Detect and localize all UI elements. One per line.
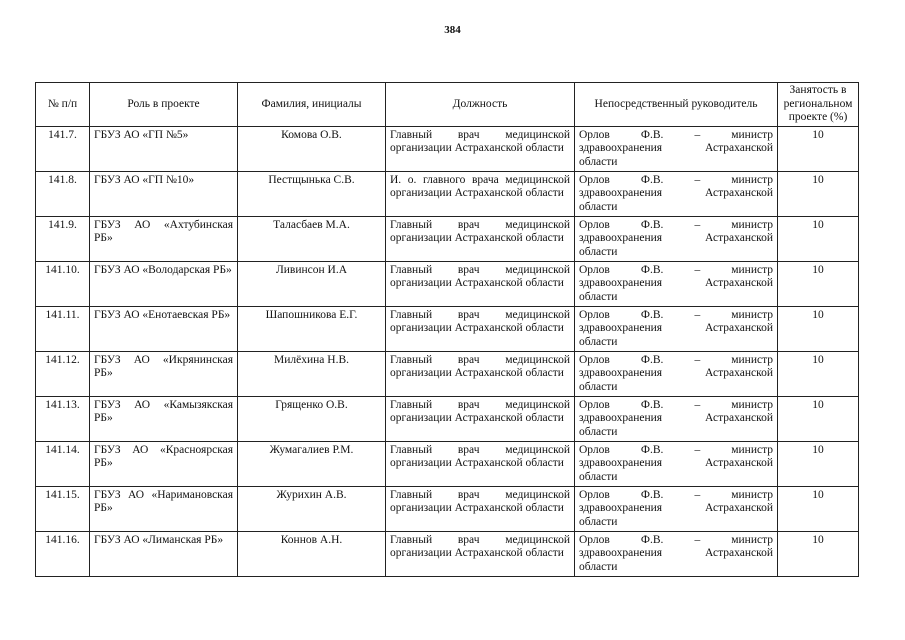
manager-line-3: области: [579, 290, 618, 303]
manager-line-3: области: [579, 200, 618, 213]
manager-line-2: [579, 412, 773, 426]
manager-ministry: здравоохранения: [579, 412, 663, 424]
manager-line-1: [579, 309, 773, 323]
row-number: 141.9.: [36, 216, 90, 261]
row-number: 141.10.: [36, 261, 90, 306]
header-role: Роль в проекте: [90, 83, 238, 127]
manager-initials: Ф.В.: [640, 218, 664, 231]
manager-line-3: области: [579, 380, 618, 393]
row-number: 141.11.: [36, 306, 90, 351]
row-number: 141.8.: [36, 171, 90, 216]
row-name: Жумагалиев Р.М.: [238, 441, 386, 486]
row-number: 141.14.: [36, 441, 90, 486]
manager-line-3: области: [579, 425, 618, 438]
manager-line-1: [579, 174, 773, 188]
manager-region: Астраханской: [704, 457, 773, 469]
manager-region: Астраханской: [704, 322, 773, 334]
manager-surname: Орлов: [579, 533, 610, 546]
manager-region: Астраханской: [704, 277, 773, 289]
manager-line-3: области: [579, 335, 618, 348]
staff-table: [35, 82, 859, 577]
header-name: Фамилия, инициалы: [238, 83, 386, 127]
manager-ministry: здравоохранения: [579, 502, 663, 514]
row-name: Пестщынька С.В.: [238, 171, 386, 216]
manager-line-1: [579, 264, 773, 278]
row-name: Шапошникова Е.Г.: [238, 306, 386, 351]
manager-title: министр: [731, 173, 773, 186]
row-position: Главный врач медицинской организации Астраханской области: [386, 261, 575, 306]
manager-title: министр: [731, 443, 773, 456]
manager-title: министр: [731, 128, 773, 141]
row-role: ГБУЗ АО «Лиманская РБ»: [90, 531, 238, 576]
row-role: ГБУЗ АО «Енотаевская РБ»: [90, 306, 238, 351]
table-row: [36, 216, 859, 261]
row-employment: 10: [778, 441, 859, 486]
manager-initials: Ф.В.: [640, 353, 664, 366]
manager-initials: Ф.В.: [640, 308, 664, 321]
manager-dash: –: [694, 533, 701, 546]
header-position: Должность: [386, 83, 575, 127]
row-number: 141.15.: [36, 486, 90, 531]
manager-initials: Ф.В.: [640, 398, 664, 411]
row-name: Коннов А.Н.: [238, 531, 386, 576]
row-manager: [575, 351, 778, 396]
table-row: [36, 126, 859, 171]
manager-ministry: здравоохранения: [579, 277, 663, 289]
row-role: ГБУЗ АО «Камызякская РБ»: [90, 396, 238, 441]
manager-region: Астраханской: [704, 187, 773, 199]
manager-dash: –: [694, 353, 701, 366]
manager-line-1: [579, 444, 773, 458]
manager-dash: –: [694, 488, 701, 501]
row-employment: 10: [778, 306, 859, 351]
row-role: ГБУЗ АО «Наримановская РБ»: [90, 486, 238, 531]
manager-title: министр: [731, 488, 773, 501]
manager-surname: Орлов: [579, 128, 610, 141]
manager-initials: Ф.В.: [640, 488, 664, 501]
manager-line-1: [579, 219, 773, 233]
row-name: Таласбаев М.А.: [238, 216, 386, 261]
row-employment: 10: [778, 126, 859, 171]
manager-line-1: [579, 489, 773, 503]
row-name: Грященко О.В.: [238, 396, 386, 441]
manager-initials: Ф.В.: [640, 263, 664, 276]
manager-region: Астраханской: [704, 142, 773, 154]
table-row: [36, 396, 859, 441]
manager-ministry: здравоохранения: [579, 457, 663, 469]
manager-line-2: [579, 277, 773, 291]
manager-dash: –: [694, 173, 701, 186]
manager-title: министр: [731, 308, 773, 321]
row-manager: [575, 396, 778, 441]
row-role: ГБУЗ АО «ГП №10»: [90, 171, 238, 216]
row-manager: [575, 306, 778, 351]
manager-surname: Орлов: [579, 488, 610, 501]
manager-line-2: [579, 322, 773, 336]
manager-title: министр: [731, 353, 773, 366]
row-name: Комова О.В.: [238, 126, 386, 171]
manager-line-1: [579, 534, 773, 548]
manager-region: Астраханской: [704, 367, 773, 379]
header-num: № п/п: [36, 83, 90, 127]
row-manager: [575, 486, 778, 531]
manager-region: Астраханской: [704, 232, 773, 244]
row-employment: 10: [778, 216, 859, 261]
header-employment: Занятость в региональном проекте (%): [778, 83, 859, 127]
manager-title: министр: [731, 533, 773, 546]
row-manager: [575, 171, 778, 216]
row-position: Главный врач медицинской организации Астраханской области: [386, 441, 575, 486]
manager-dash: –: [694, 128, 701, 141]
manager-line-3: области: [579, 515, 618, 528]
manager-region: Астраханской: [704, 502, 773, 514]
row-position: Главный врач медицинской организации Астраханской области: [386, 216, 575, 261]
row-role: ГБУЗ АО «Икрянинская РБ»: [90, 351, 238, 396]
row-name: Журихин А.В.: [238, 486, 386, 531]
row-employment: 10: [778, 171, 859, 216]
row-employment: 10: [778, 261, 859, 306]
manager-initials: Ф.В.: [640, 128, 664, 141]
manager-title: министр: [731, 263, 773, 276]
row-position: И. о. главного врача медицинской организации Астраханской области: [386, 171, 575, 216]
manager-surname: Орлов: [579, 353, 610, 366]
row-position: Главный врач медицинской организации Астраханской области: [386, 351, 575, 396]
row-role: ГБУЗ АО «Красноярская РБ»: [90, 441, 238, 486]
manager-line-3: области: [579, 245, 618, 258]
row-position: Главный врач медицинской организации Астраханской области: [386, 306, 575, 351]
manager-ministry: здравоохранения: [579, 142, 663, 154]
row-number: 141.13.: [36, 396, 90, 441]
manager-initials: Ф.В.: [640, 173, 664, 186]
row-employment: 10: [778, 486, 859, 531]
row-number: 141.12.: [36, 351, 90, 396]
table-row: [36, 171, 859, 216]
manager-line-3: области: [579, 560, 618, 573]
manager-ministry: здравоохранения: [579, 547, 663, 559]
row-position: Главный врач медицинской организации Астраханской области: [386, 531, 575, 576]
manager-ministry: здравоохранения: [579, 187, 663, 199]
row-manager: [575, 531, 778, 576]
row-position: Главный врач медицинской организации Астраханской области: [386, 396, 575, 441]
table-row: [36, 351, 859, 396]
row-role: ГБУЗ АО «Ахтубинская РБ»: [90, 216, 238, 261]
manager-region: Астраханской: [704, 547, 773, 559]
manager-initials: Ф.В.: [640, 533, 664, 546]
manager-surname: Орлов: [579, 173, 610, 186]
table-row: [36, 486, 859, 531]
row-employment: 10: [778, 531, 859, 576]
page-number: 384: [444, 24, 461, 36]
manager-line-2: [579, 547, 773, 561]
manager-surname: Орлов: [579, 443, 610, 456]
row-manager: [575, 261, 778, 306]
manager-line-2: [579, 142, 773, 156]
row-position: Главный врач медицинской организации Астраханской области: [386, 126, 575, 171]
row-manager: [575, 441, 778, 486]
manager-initials: Ф.В.: [640, 443, 664, 456]
manager-line-2: [579, 457, 773, 471]
manager-line-2: [579, 367, 773, 381]
row-name: Ливинсон И.А: [238, 261, 386, 306]
manager-line-1: [579, 354, 773, 368]
manager-ministry: здравоохранения: [579, 232, 663, 244]
manager-dash: –: [694, 308, 701, 321]
table-row: [36, 531, 859, 576]
manager-line-2: [579, 187, 773, 201]
manager-region: Астраханской: [704, 412, 773, 424]
row-position: Главный врач медицинской организации Астраханской области: [386, 486, 575, 531]
manager-title: министр: [731, 218, 773, 231]
manager-line-3: области: [579, 470, 618, 483]
row-role: ГБУЗ АО «Володарская РБ»: [90, 261, 238, 306]
manager-ministry: здравоохранения: [579, 367, 663, 379]
manager-dash: –: [694, 398, 701, 411]
manager-line-3: области: [579, 155, 618, 168]
manager-dash: –: [694, 443, 701, 456]
manager-surname: Орлов: [579, 263, 610, 276]
manager-title: министр: [731, 398, 773, 411]
manager-surname: Орлов: [579, 398, 610, 411]
table-row: [36, 261, 859, 306]
row-manager: [575, 216, 778, 261]
manager-line-1: [579, 399, 773, 413]
manager-line-2: [579, 502, 773, 516]
row-employment: 10: [778, 351, 859, 396]
table-header-row: [36, 83, 859, 127]
row-number: 141.16.: [36, 531, 90, 576]
row-manager: [575, 126, 778, 171]
row-number: 141.7.: [36, 126, 90, 171]
header-manager: Непосредственный руководитель: [575, 83, 778, 127]
manager-surname: Орлов: [579, 218, 610, 231]
table-row: [36, 306, 859, 351]
row-employment: 10: [778, 396, 859, 441]
manager-dash: –: [694, 218, 701, 231]
manager-ministry: здравоохранения: [579, 322, 663, 334]
manager-surname: Орлов: [579, 308, 610, 321]
manager-line-1: [579, 129, 773, 143]
table-row: [36, 441, 859, 486]
row-role: ГБУЗ АО «ГП №5»: [90, 126, 238, 171]
row-name: Милёхина Н.В.: [238, 351, 386, 396]
manager-dash: –: [694, 263, 701, 276]
manager-line-2: [579, 232, 773, 246]
